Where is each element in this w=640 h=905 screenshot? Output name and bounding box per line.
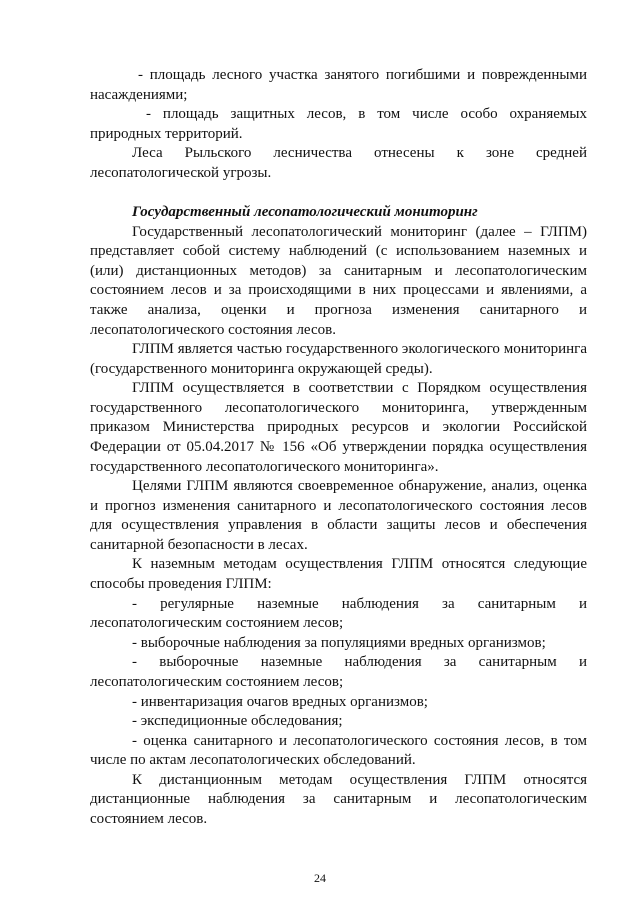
text-line: К дистанционным методам осуществления ГЛПМ относятся — [132, 772, 587, 788]
text-line: - регулярные наземные наблюдения за санитарным и — [132, 596, 587, 612]
text-line: Леса Рыльского лесничества отнесены к зоне средней — [132, 145, 587, 161]
text-line: числе по актам лесопатологических обследований. — [90, 752, 416, 768]
text-line: - площадь защитных лесов, в том числе особо охраняемых — [146, 106, 587, 122]
text-line: для осуществления управления в области защиты лесов и обеспечения — [90, 517, 587, 533]
text-line: - инвентаризация очагов вредных организмов; — [132, 694, 428, 710]
text-line: лесопатологическим состоянием лесов; — [90, 615, 344, 631]
text-line: ГЛПМ является частью государственного экологического мониторинга — [132, 341, 587, 357]
text-line: Государственный лесопатологический мониторинг (далее – ГЛПМ) — [132, 224, 587, 240]
text-line: лесопатологической угрозы. — [90, 165, 272, 181]
text-line: природных территорий. — [90, 126, 243, 142]
text-line: К наземным методам осуществления ГЛПМ относятся следующие — [132, 556, 587, 572]
text-line: также анализа, оценки и прогноза изменения санитарного и — [90, 302, 587, 318]
text-line: - оценка санитарного и лесопатологического состояния лесов, в том — [132, 733, 587, 749]
text-line: насаждениями; — [90, 87, 188, 103]
text-line: санитарной безопасности в лесах. — [90, 537, 308, 553]
text-line: - экспедиционные обследования; — [132, 713, 343, 729]
section-heading: Государственный лесопатологический мониторинг — [132, 204, 478, 220]
text-line: лесопатологическим состоянием лесов; — [90, 674, 344, 690]
text-line: представляет собой систему наблюдений (с использованием наземных и — [90, 243, 587, 259]
text-line: Целями ГЛПМ являются своевременное обнаружение, анализ, оценка — [132, 478, 587, 494]
text-line: государственного лесопатологического мониторинга, утвержденным — [90, 400, 587, 416]
text-line: способы проведения ГЛПМ: — [90, 576, 272, 592]
text-line: Федерации от 05.04.2017 № 156 «Об утверждении порядка осуществления — [90, 439, 587, 455]
text-line: приказом Министерства природных ресурсов и экологии Российской — [90, 419, 587, 435]
text-line: лесопатологического состояния лесов. — [90, 322, 336, 338]
text-line: - выборочные наблюдения за популяциями вредных организмов; — [132, 635, 546, 651]
text-line: ГЛПМ осуществляется в соответствии с Порядком осуществления — [132, 380, 587, 396]
text-line: состоянием лесов. — [90, 811, 208, 827]
text-line: состоянием лесов и за происходящими в них процессами и явлениями, а — [90, 282, 587, 298]
text-line: дистанционные наблюдения за санитарным и лесопатологическим — [90, 791, 587, 807]
text-line: - выборочные наземные наблюдения за санитарным и — [132, 654, 587, 670]
text-line: и прогноз изменения санитарного и лесопатологического состояния лесов — [90, 498, 587, 514]
text-line: - площадь лесного участка занятого погибшими и поврежденными — [138, 67, 587, 83]
page-number: 24 — [314, 871, 326, 885]
text-line: (государственного мониторинга окружающей среды). — [90, 361, 433, 377]
text-line: (или) дистанционных методов) за санитарным и лесопатологическим — [90, 263, 587, 279]
text-line: государственного лесопатологического мониторинга». — [90, 459, 439, 475]
